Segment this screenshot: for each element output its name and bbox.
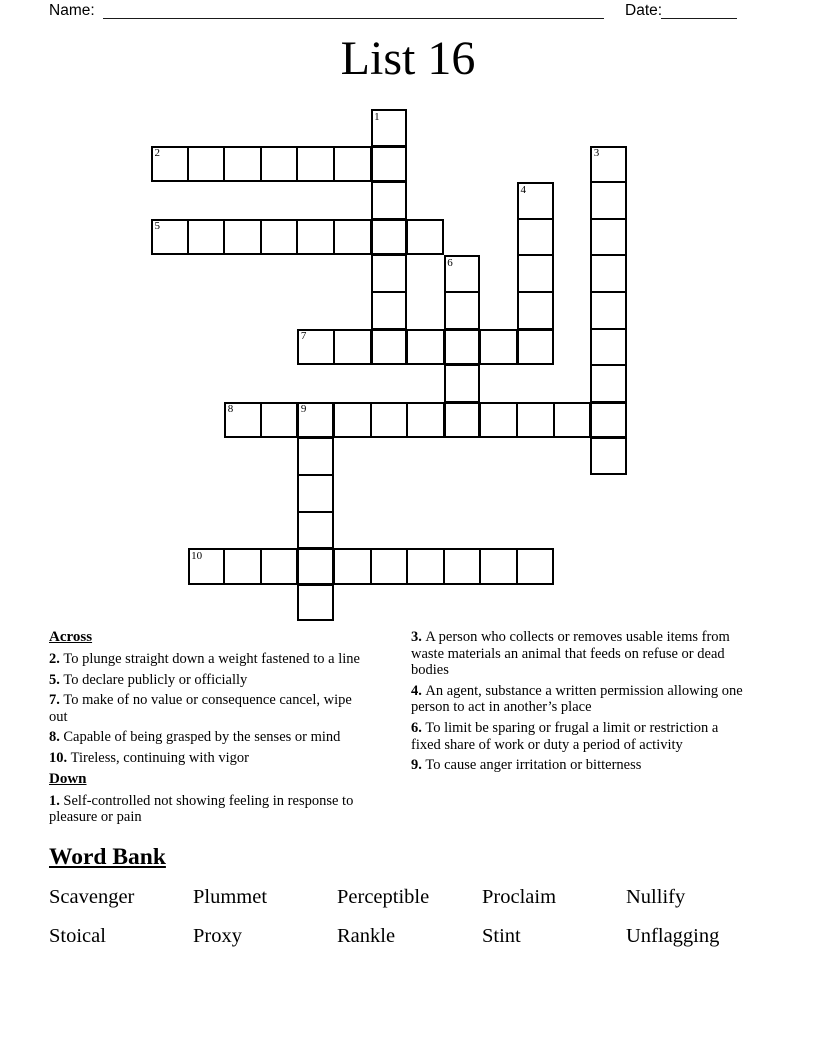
clues-column-left <box>49 629 366 830</box>
grid-cell[interactable] <box>407 402 444 439</box>
grid-cell[interactable] <box>371 146 408 183</box>
grid-cell[interactable] <box>334 402 371 439</box>
name-fill-line[interactable] <box>103 1 604 19</box>
cell-number: 10 <box>191 549 203 562</box>
cell-number: 9 <box>300 403 307 416</box>
grid-cell[interactable] <box>371 109 408 146</box>
page-title: List 16 <box>340 32 476 85</box>
clue-across-10: 10. Tireless, continuing with vigor <box>49 749 249 766</box>
grid-cell[interactable] <box>517 292 554 329</box>
date-fill-line[interactable] <box>661 1 737 19</box>
word-bank-heading: Word Bank <box>49 844 166 870</box>
grid-cell[interactable] <box>517 255 554 292</box>
name-label: Name: <box>49 2 95 19</box>
grid-cell[interactable] <box>334 146 371 183</box>
grid-cell[interactable] <box>334 329 371 366</box>
grid-cell[interactable] <box>371 182 408 219</box>
grid-cell[interactable] <box>480 329 517 366</box>
grid-cell[interactable] <box>590 292 627 329</box>
word-bank-word: Stoical <box>49 924 106 947</box>
grid-cell[interactable] <box>224 146 261 183</box>
grid-cell[interactable] <box>480 548 517 585</box>
cell-number: 4 <box>520 183 526 196</box>
grid-cell[interactable] <box>371 329 408 366</box>
grid-cell[interactable] <box>224 548 261 585</box>
word-bank-word: Rankle <box>337 924 396 947</box>
clue-across-5: 5. To declare publicly or officially <box>49 671 248 688</box>
grid-cell[interactable] <box>517 219 554 256</box>
date-label: Date: <box>625 2 663 19</box>
grid-cell[interactable] <box>297 219 334 256</box>
across-heading: Across <box>49 629 93 645</box>
word-bank-word: Proxy <box>193 924 242 947</box>
grid-cell[interactable] <box>407 548 444 585</box>
grid-cell[interactable] <box>407 219 444 256</box>
grid-cell[interactable] <box>224 402 261 439</box>
grid-cell[interactable] <box>261 402 298 439</box>
word-bank-word: Scavenger <box>49 886 135 908</box>
grid-cell[interactable] <box>188 548 225 585</box>
grid-cell[interactable] <box>517 548 554 585</box>
grid-cell[interactable] <box>371 548 408 585</box>
word-bank-word: Proclaim <box>482 886 557 908</box>
grid-cell[interactable] <box>297 146 334 183</box>
crossword-grid <box>151 109 663 621</box>
grid-cell[interactable] <box>371 255 408 292</box>
clue-down-9: 9. To cause anger irritation or bitterness <box>411 757 642 774</box>
grid-cell[interactable] <box>590 438 627 475</box>
grid-cell[interactable] <box>371 402 408 439</box>
grid-cell[interactable] <box>517 329 554 366</box>
grid-cell[interactable] <box>334 548 371 585</box>
grid-cell[interactable] <box>261 219 298 256</box>
grid-cell[interactable] <box>590 402 627 439</box>
clue-across-8: 8. Capable of being grasped by the senses or mind <box>49 729 341 746</box>
grid-cell[interactable] <box>480 402 517 439</box>
grid-cell[interactable] <box>297 512 334 549</box>
grid-cell[interactable] <box>444 255 481 292</box>
grid-cell[interactable] <box>517 182 554 219</box>
grid-cell[interactable] <box>590 219 627 256</box>
grid-cell[interactable] <box>297 585 334 622</box>
cell-number: 5 <box>154 220 160 233</box>
grid-cell[interactable] <box>444 365 481 402</box>
word-bank-word: Unflagging <box>626 924 720 947</box>
grid-cell[interactable] <box>444 402 481 439</box>
cell-number: 3 <box>593 147 600 160</box>
grid-cell[interactable] <box>297 475 334 512</box>
word-bank-word: Perceptible <box>337 886 430 908</box>
grid-cell[interactable] <box>151 146 188 183</box>
word-bank <box>49 884 786 961</box>
grid-cell[interactable] <box>590 365 627 402</box>
grid-cell[interactable] <box>371 292 408 329</box>
grid-cell[interactable] <box>334 219 371 256</box>
grid-cell[interactable] <box>297 402 334 439</box>
clue-down-6: 6. To limit be sparing or frugal a limit or restriction a fixed share of work or duty a period of activity <box>411 719 719 753</box>
grid-cell[interactable] <box>261 548 298 585</box>
grid-cell[interactable] <box>151 219 188 256</box>
down-heading: Down <box>49 770 87 787</box>
grid-cell[interactable] <box>444 329 481 366</box>
grid-cell[interactable] <box>517 402 554 439</box>
grid-cell[interactable] <box>188 146 225 183</box>
grid-cell[interactable] <box>554 402 591 439</box>
cell-number: 2 <box>154 147 160 160</box>
clue-down-4: 4. An agent, substance a written permission allowing one person to act in another’s place <box>411 682 743 716</box>
cell-number: 7 <box>300 330 307 343</box>
clue-down-1: 1. Self-controlled not showing feeling in response to pleasure or pain <box>49 792 354 826</box>
grid-cell[interactable] <box>444 548 481 585</box>
clues-column-right <box>411 629 743 778</box>
grid-cell[interactable] <box>407 329 444 366</box>
grid-cell[interactable] <box>590 182 627 219</box>
grid-cell[interactable] <box>297 329 334 366</box>
grid-cell[interactable] <box>297 438 334 475</box>
grid-cell[interactable] <box>444 292 481 329</box>
grid-cell[interactable] <box>297 548 334 585</box>
word-bank-word: Plummet <box>193 886 268 908</box>
grid-cell[interactable] <box>371 219 408 256</box>
clue-across-2: 2. To plunge straight down a weight fastened to a line <box>49 651 360 667</box>
clue-down-3: 3. A person who collects or removes usable items from waste materials an animal that feeds on refuse or dead bodies <box>411 629 730 679</box>
grid-cell[interactable] <box>590 255 627 292</box>
word-bank-word: Nullify <box>626 886 686 908</box>
word-bank-word: Stint <box>482 924 521 947</box>
grid-cell[interactable] <box>261 146 298 183</box>
clue-across-7: 7. To make of no value or consequence cancel, wipe out <box>49 692 352 725</box>
cell-number: 6 <box>447 256 453 269</box>
cell-number: 8 <box>227 403 234 416</box>
grid-cell[interactable] <box>590 146 627 183</box>
grid-cell[interactable] <box>224 219 261 256</box>
grid-cell[interactable] <box>590 329 627 366</box>
cell-number: 1 <box>374 110 380 123</box>
grid-cell[interactable] <box>188 219 225 256</box>
